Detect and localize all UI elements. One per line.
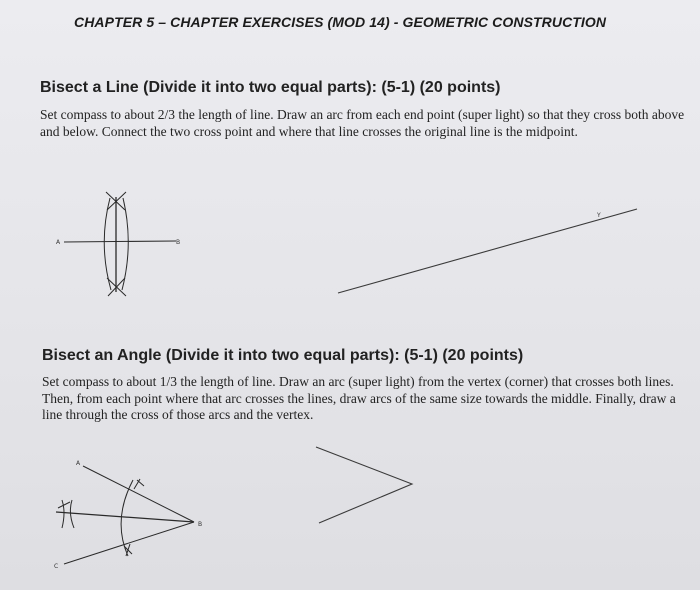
chapter-title: CHAPTER 5 – CHAPTER EXERCISES (MOD 14) - GEOMETRIC CONSTRUCTION: [74, 14, 607, 30]
angle-label-c: C: [54, 563, 59, 570]
angle-ray-bottom: [64, 522, 194, 564]
label-b: B: [176, 239, 181, 246]
example-line-ab: [64, 241, 176, 242]
bisect-angle-example: [56, 466, 194, 564]
bisect-line-heading: Bisect a Line (Divide it into two equal parts): (5-1) (20 points): [40, 79, 501, 96]
bisect-line-instructions: Set compass to about 2/3 the length of line. Draw an arc from each end point (super light) so that they cross both above and below. Connect the two cross point and where that line crosses the original line is the midpoint.: [40, 107, 685, 139]
arc-mark-top: [134, 479, 144, 489]
example-arc-left: [104, 198, 111, 290]
angle-label-b: B: [198, 521, 203, 528]
angle-bisector: [56, 512, 194, 522]
angle-label-a: A: [76, 460, 81, 467]
bisect-angle-instructions: Set compass to about 1/3 the length of line. Draw an arc (super light) from the vertex (corner) that crosses both lines. Then, from each point where that arc crosses the lines, draw arcs of the same size towards the middle. Finally, draw a line through the cross of those arcs and the vertex.: [42, 374, 676, 422]
exercise-line: [338, 209, 637, 293]
label-a: A: [56, 239, 61, 246]
example-arc-right: [122, 198, 128, 290]
cross-arcs: [62, 500, 74, 528]
bisect-line-example: [64, 192, 176, 296]
exercise-angle: [316, 447, 412, 523]
exercise-line-label: Y: [597, 212, 601, 219]
angle-ray-top: [83, 466, 194, 522]
bisect-angle-heading: Bisect an Angle (Divide it into two equal parts): (5-1) (20 points): [42, 347, 524, 364]
